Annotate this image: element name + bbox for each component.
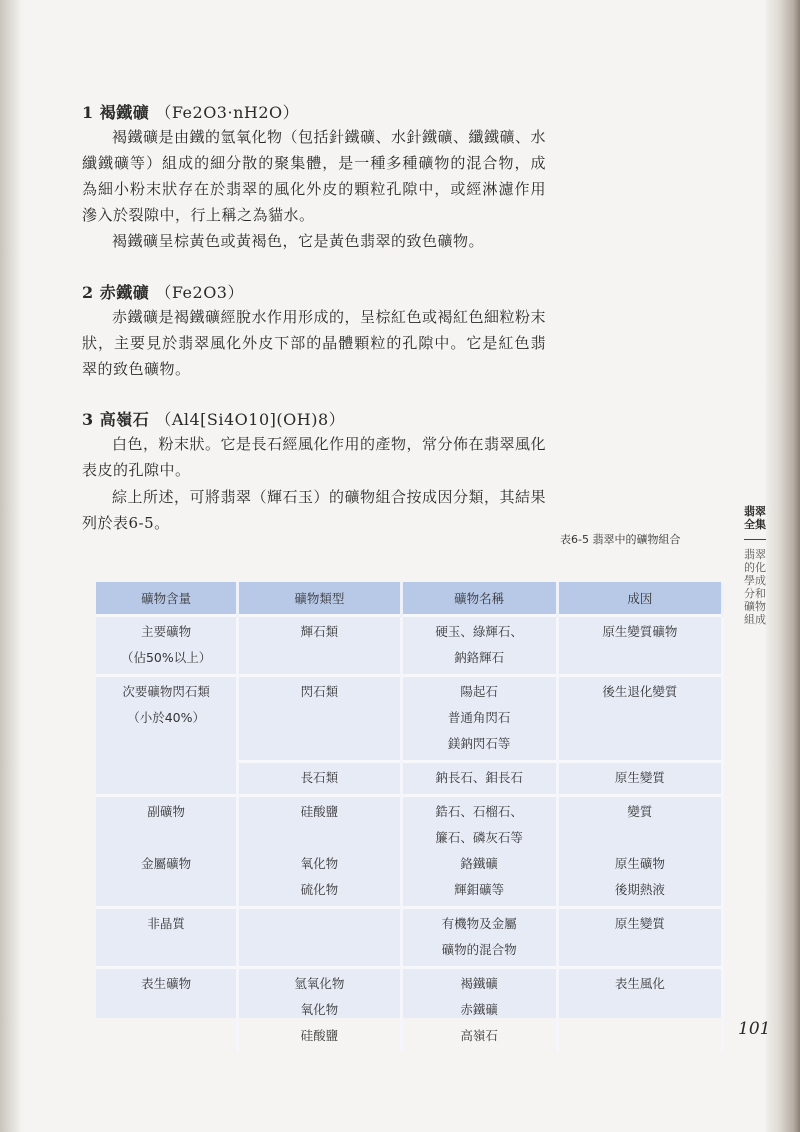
- section-number: 3: [82, 410, 94, 429]
- content-cell: 表生礦物: [96, 968, 238, 1053]
- page-number: 101: [738, 1019, 771, 1039]
- type-cell: 輝石類: [238, 616, 401, 676]
- content-cell: 次要礦物閃石類 （小於40%）: [96, 676, 238, 796]
- table-row: [96, 616, 723, 676]
- content-cell: 副礦物 金屬礦物: [96, 796, 238, 908]
- name-cell: 陽起石 普通角閃石 鎂鈉閃石等: [401, 676, 557, 762]
- column-header: 礦物含量: [96, 582, 238, 616]
- section-heading-3: [82, 407, 345, 430]
- type-cell: 閃石類: [238, 676, 401, 762]
- table-header-row: [96, 582, 723, 616]
- section-title: 褐鐵礦: [99, 103, 150, 122]
- origin-cell: 原生變質: [557, 908, 722, 968]
- chapter-sidebar: [744, 505, 766, 626]
- paragraph: 褐鐵礦呈棕黃色或黃褐色，它是黃色翡翠的致色礦物。: [112, 232, 485, 250]
- paragraph: 赤鐵礦是褐鐵礦經脫水作用形成的，呈棕紅色或褐紅色細粒粉末狀，主要見於翡翠風化外皮下部的晶體顆粒的孔隙中。它是紅色翡翠的致色礦物。: [82, 308, 547, 378]
- section-heading-2: [82, 280, 244, 303]
- column-header: 礦物名稱: [401, 582, 557, 616]
- origin-cell: 變質 原生礦物 後期熱液: [557, 796, 722, 908]
- origin-cell: 後生退化變質: [557, 676, 722, 762]
- type-cell: [238, 908, 401, 968]
- paragraph: 白色，粉末狀。它是長石經風化作用的產物，常分佈在翡翠風化表皮的孔隙中。: [82, 435, 547, 479]
- type-cell: 氫氧化物 氧化物 硅酸鹽: [238, 968, 401, 1053]
- table-caption: 表6-5 翡翠中的礦物組合: [560, 533, 681, 546]
- section-title: 赤鐵礦: [99, 283, 150, 302]
- section-heading-1: [82, 100, 299, 123]
- table-row: [96, 676, 723, 762]
- table-row: [96, 796, 723, 908]
- chapter-subtitle: 翡翠的化學成分和礦物組成: [744, 548, 766, 626]
- paragraph: 綜上所述，可將翡翠（輝石玉）的礦物組合按成因分類，其結果列於表6-5。: [82, 488, 547, 532]
- section-formula: （Fe2O3·nH2O）: [155, 103, 300, 122]
- series-title: 翡翠全集: [744, 505, 766, 540]
- paragraph: 褐鐵礦是由鐵的氫氧化物（包括針鐵礦、水針鐵礦、纖鐵礦、水纖鐵礦等）組成的細分散的聚集體，是一種多種礦物的混合物，成為細小粉末狀存在於翡翠的風化外皮的顆粒孔隙中，或經淋濾作用滲入於裂隙中，行上稱之為貓水。: [82, 128, 547, 224]
- page-edge-shadow: [766, 0, 800, 1132]
- column-header: 成因: [557, 582, 722, 616]
- column-header: 礦物類型: [238, 582, 401, 616]
- section-number: 2: [82, 283, 94, 302]
- name-cell: 褐鐵礦 赤鐵礦 高嶺石: [401, 968, 557, 1053]
- table-row: [96, 968, 723, 1053]
- content-cell: 非晶質: [96, 908, 238, 968]
- type-cell: 長石類: [238, 762, 401, 796]
- mineral-table: [96, 582, 724, 1043]
- book-binding-shadow: [0, 0, 22, 1132]
- section-number: 1: [82, 103, 94, 122]
- section-formula: （Al4[Si4O10](OH)8）: [155, 410, 346, 429]
- name-cell: 硬玉、綠輝石、 鈉鉻輝石: [401, 616, 557, 676]
- origin-cell: 原生變質礦物: [557, 616, 722, 676]
- table-row: [96, 908, 723, 968]
- origin-cell: 表生風化: [557, 968, 722, 1053]
- section-formula: （Fe2O3）: [155, 283, 244, 302]
- content-cell: 主要礦物 （佔50%以上）: [96, 616, 238, 676]
- type-cell: 硅酸鹽 氧化物 硫化物: [238, 796, 401, 908]
- origin-cell: 原生變質: [557, 762, 722, 796]
- name-cell: 鈉長石、鉬長石: [401, 762, 557, 796]
- name-cell: 有機物及金屬 礦物的混合物: [401, 908, 557, 968]
- section-title: 高嶺石: [99, 410, 150, 429]
- name-cell: 鋯石、石榴石、 簾石、磷灰石等 鉻鐵礦 輝鉬礦等: [401, 796, 557, 908]
